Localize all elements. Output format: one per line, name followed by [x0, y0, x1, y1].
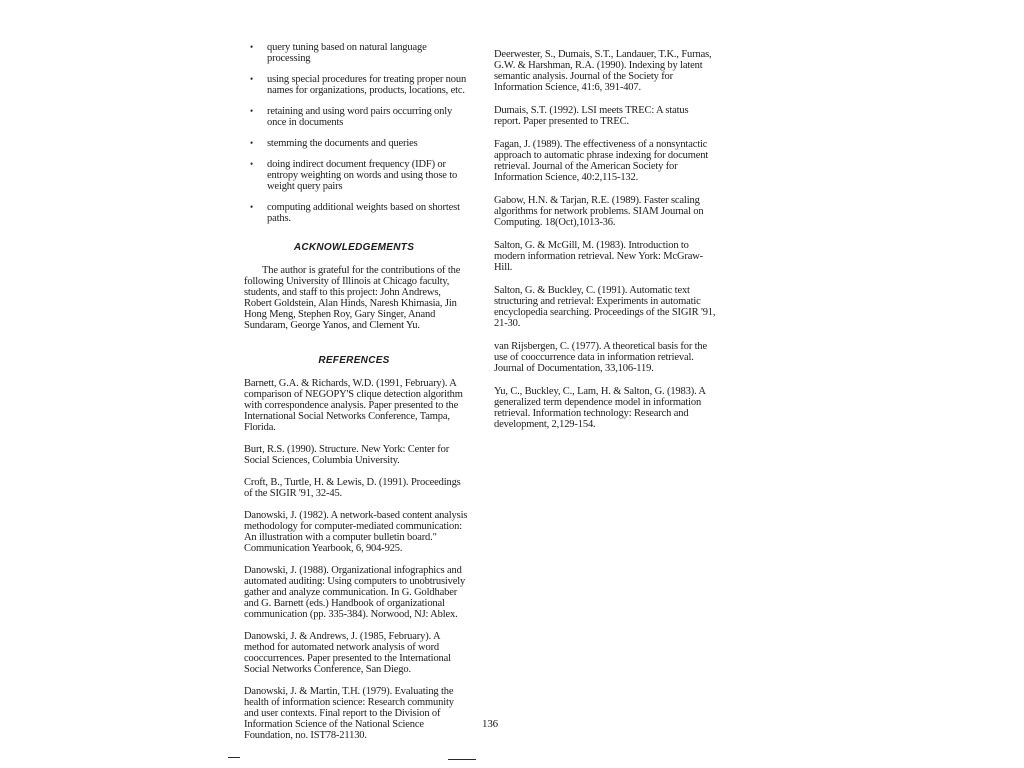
bullet-item [240, 106, 468, 128]
reference-entry: Deerwester, S., Dumais, S.T., Landauer, T.K., Furnas, G.W. & Harshman, R.A. (1990). Indexing by latent semantic analysis. Journal of the Society for Information Science, 41:6, 391-407. [494, 49, 712, 93]
acknowledgements-heading: ACKNOWLEDGEMENTS [293, 242, 415, 253]
bullet-item [240, 42, 468, 64]
reference-entry: Yu, C., Buckley, C., Lam, H. & Salton, G. (1983). A generalized term dependence model in information retrieval. Information technology: Research and development, 2,129-154. [494, 386, 706, 430]
reference-entry: Croft, B., Turtle, H. & Lewis, D. (1991). Proceedings of the SIGIR '91, 32-45. [244, 477, 461, 499]
reference-entry: Danowski, J. (1982). A network-based content analysis methodology for computer-mediated communication: An illustration with a computer bulletin board." Communication Yearbook, 6, 904-925. [244, 510, 468, 554]
bullet-icon: • [250, 202, 254, 212]
acknowledgements-text: The author is grateful for the contributions of the following University of Illinois at Chicago faculty, students, and staff to this project: John Andrews, Robert Goldstein, Alan Hinds, Naresh Khimasia, Jin Hong Meng, Stephen Roy, Gary Singer, Anand Sundaram, George Yanos, and Clement Yu. [244, 265, 461, 331]
bullet-icon: • [250, 106, 254, 116]
reference-entry: Danowski, J. & Andrews, J. (1985, February). A method for automated network analysis of word cooccurrences. Paper presented to the International Social Networks Conference, San Diego. [244, 631, 451, 675]
scan-artifact-line [228, 757, 240, 758]
bullet-text: query tuning based on natural language processing [267, 42, 427, 64]
reference-entry: Danowski, J. (1988). Organizational infographics and automated auditing: Using computers to unobtrusively gather and analyze communication. In G. Goldhaber and G. Barnett (eds.) Handbook of organizational communication (pp. 335-384). Norwood, NJ: Ablex. [244, 565, 466, 620]
reference-entry: Fagan, J. (1989). The effectiveness of a nonsyntactic approach to automatic phrase indexing for document retrieval. Journal of the American Society for Information Science, 40:2,115-132. [494, 139, 709, 183]
reference-entry: Danowski, J. & Martin, T.H. (1979). Evaluating the health of information science: Research community and user contexts. Final report to the Division of Information Science of the National Science Foundation, no. IST78-21130. [244, 686, 454, 741]
right-column [490, 49, 716, 442]
left-column [240, 42, 468, 752]
bullet-item [240, 138, 468, 149]
bullet-list [240, 42, 468, 224]
reference-entry: Salton, G. & Buckley, C. (1991). Automatic text structuring and retrieval: Experiments in automatic encyclopedia searching. Proceedings of the SIGIR '91, 21-30. [494, 285, 716, 329]
bullet-icon: • [250, 42, 254, 52]
scan-artifact-line [448, 759, 476, 760]
bullet-item [240, 202, 468, 224]
references-heading: REFERENCES [318, 355, 390, 366]
bullet-text: retaining and using word pairs occurring only once in documents [267, 106, 453, 128]
bullet-item [240, 159, 468, 192]
bullet-icon: • [250, 159, 254, 169]
reference-entry: Dumais, S.T. (1992). LSI meets TREC: A status report. Paper presented to TREC. [494, 105, 689, 127]
bullet-text: doing indirect document frequency (IDF) or entropy weighting on words and using those to weight query pairs [267, 159, 458, 192]
reference-entry: Salton, G. & McGill, M. (1983). Introduction to modern information retrieval. New York: McGraw-Hill. [494, 240, 704, 273]
bullet-icon: • [250, 74, 254, 84]
reference-entry: Gabow, H.N. & Tarjan, R.E. (1989). Faster scaling algorithms for network problems. SIAM Journal on Computing. 18(Oct),1013-36. [494, 195, 704, 228]
bullet-text: computing additional weights based on shortest paths. [267, 202, 460, 224]
reference-entry: Burt, R.S. (1990). Structure. New York: Center for Social Sciences, Columbia University. [244, 444, 450, 466]
bullet-text: using special procedures for treating proper noun names for organizations, products, locations, etc. [267, 74, 467, 96]
bullet-icon: • [250, 138, 254, 148]
bullet-item [240, 74, 468, 96]
bullet-text: stemming the documents and queries [267, 138, 418, 149]
page-number: 136 [481, 718, 499, 730]
reference-entry: Barnett, G.A. & Richards, W.D. (1991, February). A comparison of NEGOPY'S clique detection algorithm with correspondence analysis. Paper presented to the International Social Networks Conference, Tampa, Florida. [244, 378, 463, 433]
reference-entry: van Rijsbergen, C. (1977). A theoretical basis for the use of cooccurrence data in information retrieval. Journal of Documentation, 33,106-119. [494, 341, 708, 374]
